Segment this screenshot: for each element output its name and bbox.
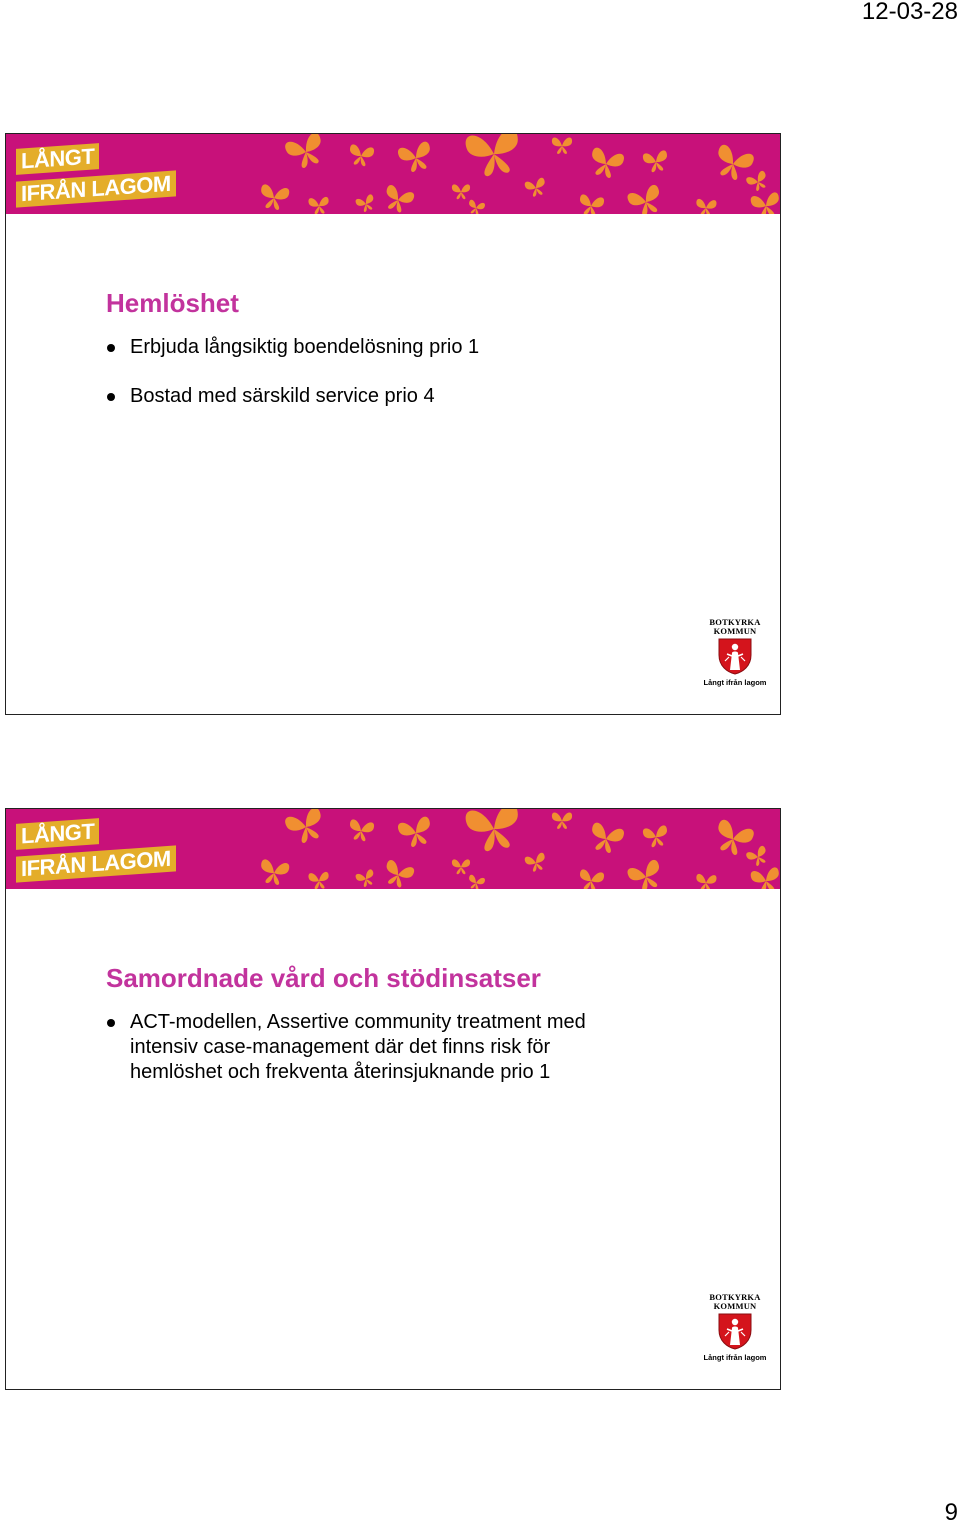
butterfly-icon bbox=[626, 859, 665, 889]
bullet-item: ACT-modellen, Assertive community treatment med intensiv case-management där det finns risk för hemlöshet och frekventa återinsjuknande prio 1 bbox=[106, 1010, 626, 1085]
butterfly-icon bbox=[464, 809, 523, 854]
logo-line-ifran-lagom: IFRÅN LAGOM bbox=[16, 845, 176, 882]
butterfly-icon bbox=[587, 147, 625, 181]
municipality-name-line-2: KOMMUN bbox=[713, 1301, 757, 1311]
butterfly-icon bbox=[381, 184, 415, 214]
butterfly-icon bbox=[452, 859, 470, 874]
slide-banner bbox=[6, 134, 780, 214]
logo-line-langt: LÅNGT bbox=[16, 143, 99, 175]
butterfly-icon bbox=[642, 150, 669, 174]
page-date: 12-03-28 bbox=[861, 0, 958, 25]
bullet-item: Erbjuda långsiktig boendelösning prio 1 bbox=[106, 335, 479, 360]
slide-2 bbox=[5, 808, 781, 1390]
butterfly-icon bbox=[347, 144, 374, 168]
bullet-list bbox=[106, 1010, 626, 1085]
municipality-name-line-2: KOMMUN bbox=[713, 626, 757, 636]
butterfly-icon bbox=[308, 872, 330, 889]
coat-of-arms-icon bbox=[717, 637, 753, 675]
slide-1 bbox=[5, 133, 781, 715]
butterfly-icon bbox=[284, 809, 328, 847]
butterfly-icon bbox=[587, 822, 625, 856]
langt-ifran-lagom-logo bbox=[14, 140, 171, 210]
page-number: 9 bbox=[944, 1499, 958, 1526]
butterfly-icon bbox=[626, 184, 665, 214]
butterfly-icon bbox=[695, 874, 717, 889]
butterfly-icon bbox=[750, 867, 780, 889]
butterfly-icon bbox=[397, 816, 435, 850]
butterfly-icon bbox=[524, 852, 548, 873]
municipality-name-line-1: BOTKYRKA bbox=[709, 617, 761, 627]
logo-line-ifran-lagom: IFRÅN LAGOM bbox=[16, 170, 176, 207]
butterfly-icon bbox=[381, 859, 415, 889]
botkyrka-kommun-logo bbox=[699, 1293, 771, 1369]
butterfly-icon bbox=[745, 170, 770, 193]
coat-of-arms-icon bbox=[717, 1312, 753, 1350]
municipality-tagline: Långt ifrån lagom bbox=[703, 1353, 767, 1362]
butterfly-icon bbox=[642, 825, 669, 849]
slide-banner bbox=[6, 809, 780, 889]
butterfly-icon bbox=[258, 184, 290, 212]
butterfly-icon bbox=[464, 134, 523, 179]
logo-line-langt: LÅNGT bbox=[16, 818, 99, 850]
butterfly-icon bbox=[397, 141, 435, 175]
bullet-list bbox=[106, 335, 479, 433]
municipality-tagline: Långt ifrån lagom bbox=[703, 678, 767, 687]
butterfly-icon bbox=[258, 859, 290, 887]
municipality-name-line-1: BOTKYRKA bbox=[709, 1292, 761, 1302]
butterfly-icon bbox=[577, 194, 604, 214]
butterfly-icon bbox=[347, 819, 374, 843]
butterfly-icon bbox=[524, 177, 548, 198]
butterfly-icon bbox=[467, 199, 486, 214]
butterfly-icon bbox=[750, 192, 780, 214]
butterfly-icon bbox=[355, 869, 377, 889]
langt-ifran-lagom-logo bbox=[14, 815, 171, 885]
botkyrka-kommun-logo bbox=[699, 618, 771, 694]
butterfly-icon bbox=[467, 874, 486, 889]
butterfly-icon bbox=[552, 137, 572, 154]
butterfly-icon bbox=[552, 812, 572, 829]
butterfly-icon bbox=[695, 199, 717, 214]
butterfly-icon bbox=[355, 194, 377, 214]
butterfly-icon bbox=[308, 197, 330, 214]
slide-title: Samordnade vård och stödinsatser bbox=[106, 963, 541, 993]
slide-title: Hemlöshet bbox=[106, 288, 239, 318]
bullet-item: Bostad med särskild service prio 4 bbox=[106, 384, 479, 409]
butterfly-icon bbox=[284, 134, 328, 172]
butterfly-icon bbox=[745, 845, 770, 868]
butterfly-icon bbox=[452, 184, 470, 199]
butterfly-icon bbox=[577, 869, 604, 889]
